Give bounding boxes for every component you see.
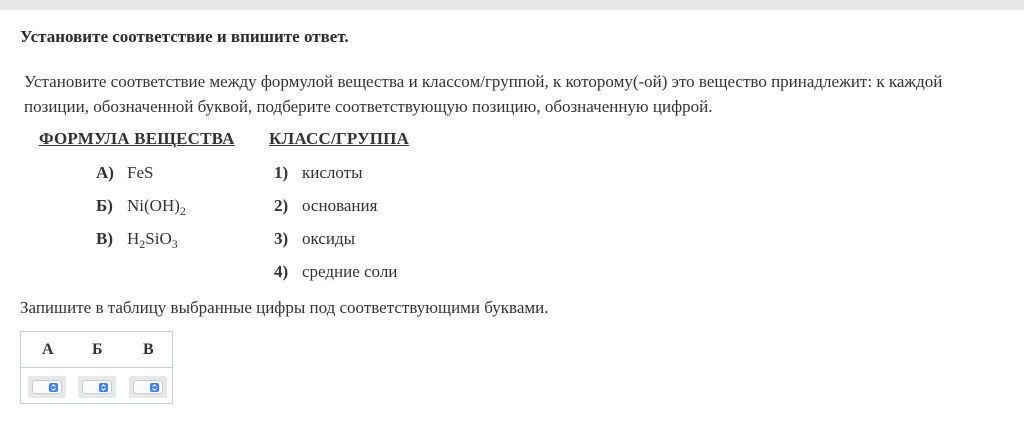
formula-letter: В) [96, 229, 113, 248]
select-box[interactable] [82, 380, 112, 394]
formula-letter: Б) [96, 196, 113, 215]
class-number: 4) [274, 262, 289, 281]
answer-header-b: Б [92, 341, 103, 358]
formula-column-header: ФОРМУЛА ВЕЩЕСТВА [39, 129, 235, 148]
answer-table [20, 331, 173, 404]
task-instruction: Установите соответствие между формулой вещества и классом/группой, к которому(-ой) это вещество принадлежит: к каждой позиции, обозначенной буквой, подберите соответствующую позицию, обозначенную цифрой. [24, 72, 943, 116]
answer-select-a[interactable] [28, 376, 66, 398]
class-number: 1) [274, 163, 289, 182]
formula-text: $Ni(OH)_2$ [127, 196, 186, 218]
answer-table-divider [21, 367, 172, 368]
task-title: Установите соответствие и впишите ответ. [20, 27, 349, 46]
class-label: средние соли [302, 262, 398, 281]
class-label: оксиды [302, 229, 356, 248]
chevron-up-down-icon [99, 383, 108, 392]
answer-instruction: Запишите в таблицу выбранные цифры под соответствующими буквами. [20, 298, 549, 317]
answer-select-b[interactable] [78, 376, 116, 398]
formula-text: $H_2SiO_3$ [127, 229, 178, 251]
answer-header-v: В [143, 341, 154, 358]
class-number: 2) [274, 196, 289, 215]
class-label: основания [302, 196, 378, 215]
answer-header-a: А [42, 341, 54, 358]
formula-letter: А) [96, 163, 114, 182]
class-label: кислоты [302, 163, 363, 182]
class-column-header: КЛАСС/ГРУППА [269, 129, 410, 148]
chevron-up-down-icon [150, 383, 159, 392]
select-box[interactable] [32, 380, 62, 394]
chevron-up-down-icon [49, 383, 58, 392]
formula-text: FeS [127, 163, 154, 182]
select-box[interactable] [133, 380, 163, 394]
answer-select-v[interactable] [129, 376, 167, 398]
class-number: 3) [274, 229, 289, 248]
top-bar [0, 0, 1024, 10]
